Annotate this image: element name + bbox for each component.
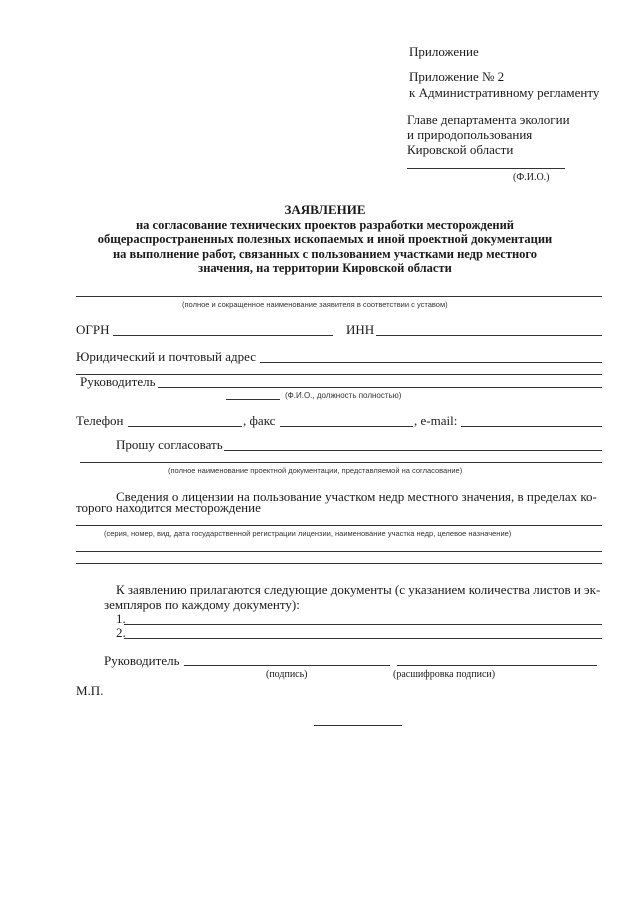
title-line-4: значения, на территории Кировской области [198, 261, 452, 275]
license-caption: (серия, номер, вид, дата государственной регистрации лицензии, наименование участка недр, целевое назначение) [104, 529, 512, 538]
title-heading: ЗАЯВЛЕНИЕ [284, 202, 366, 217]
attachment-item-2-number: 2. [116, 625, 126, 640]
head-field[interactable] [158, 387, 602, 388]
closing-divider [314, 725, 402, 726]
inn-field[interactable] [376, 335, 602, 336]
applicant-name-caption: (полное и сокращенное наименование заявителя в соответствии с уставом) [182, 300, 448, 309]
license-text-line-1: Сведения о лицензии на пользование участком недр местного значения, в пределах ко- [116, 489, 597, 504]
signature-decode-caption: (расшифровка подписи) [393, 669, 496, 680]
phone-field[interactable] [128, 426, 242, 427]
license-field-line-3[interactable] [76, 563, 602, 564]
email-field[interactable] [461, 426, 602, 427]
attachment-item-1-field[interactable] [124, 624, 602, 625]
signature-field[interactable] [184, 665, 390, 666]
license-text-line-2: торого находится месторождение [76, 500, 261, 515]
regulation-reference: к Административному регламенту [409, 85, 600, 100]
appendix-label: Приложение [409, 44, 479, 59]
applicant-name-field[interactable] [76, 296, 602, 297]
signature-decode-field[interactable] [397, 665, 597, 666]
attachments-text-line-1: К заявлению прилагаются следующие документы (с указанием количества листов и эк- [116, 582, 601, 597]
stamp-label: М.П. [76, 683, 104, 698]
fax-label: , факс [243, 413, 276, 428]
addressee-fio-caption: (Ф.И.О.) [513, 172, 550, 183]
address-label: Юридический и почтовый адрес [76, 349, 256, 364]
title-line-2: общераспространенных полезных ископаемых и иной проектной документации [97, 232, 553, 246]
head-field-short[interactable] [226, 399, 280, 400]
attachments-text-line-2: земпляров по каждому документу): [104, 597, 300, 612]
inn-label: ИНН [346, 322, 375, 337]
head-label: Руководитель [80, 374, 156, 389]
license-field-line-2[interactable] [76, 551, 602, 552]
title-line-1: на согласование технических проектов разработки месторождений [135, 217, 515, 232]
email-label: , e-mail: [414, 413, 458, 428]
addressee-fio-line [407, 168, 565, 169]
signature-head-label: Руководитель [104, 653, 180, 668]
head-caption: (Ф.И.О., должность полностью) [285, 391, 402, 400]
request-label: Прошу согласовать [116, 437, 223, 452]
addressee-line-3: Кировской области [407, 142, 514, 157]
ogrn-field[interactable] [113, 335, 333, 336]
document-title [80, 203, 570, 276]
addressee-line-2: и природопользования [407, 127, 533, 142]
signature-caption: (подпись) [266, 669, 308, 680]
license-field[interactable] [76, 525, 602, 526]
request-field-line-2[interactable] [80, 462, 602, 463]
address-field[interactable] [260, 362, 602, 363]
attachment-item-2-field[interactable] [124, 638, 602, 639]
appendix-number: Приложение № 2 [409, 69, 505, 84]
attachment-item-1-number: 1. [116, 611, 126, 626]
addressee-line-1: Главе департамента экологии [407, 112, 570, 127]
request-field[interactable] [224, 450, 602, 451]
project-caption: (полное наименование проектной документации, представляемой на согласование) [168, 466, 463, 475]
fax-field[interactable] [280, 426, 413, 427]
ogrn-label: ОГРН [76, 322, 110, 337]
phone-label: Телефон [76, 413, 124, 428]
title-line-3: на выполнение работ, связанных с пользованием участками недр местного [112, 246, 538, 261]
